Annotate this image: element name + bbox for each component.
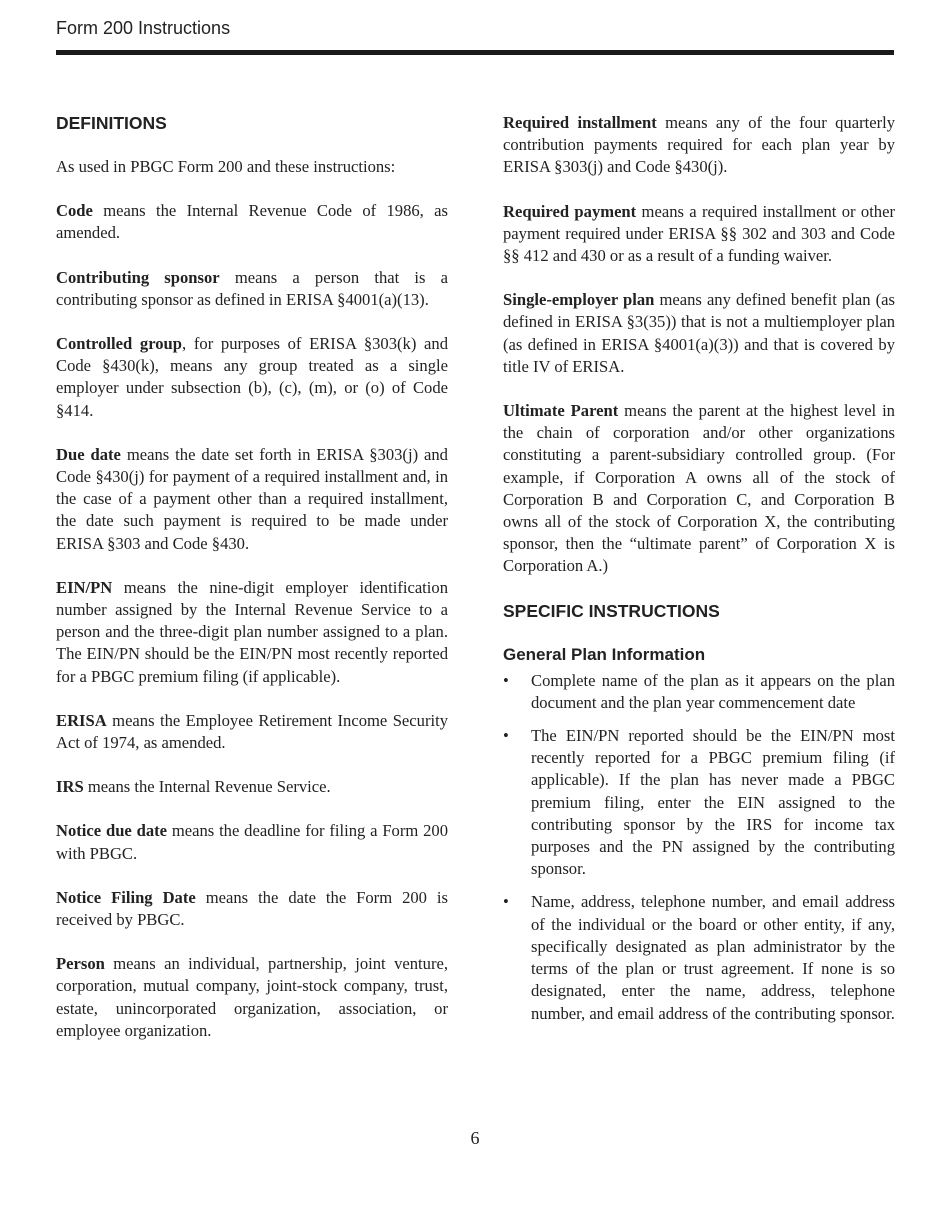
definitions-heading: DEFINITIONS (56, 113, 167, 133)
definition-erisa: ERISA means the Employee Retirement Income Security Act of 1974, as amended. (56, 710, 448, 753)
header-rule (56, 50, 894, 55)
definition-notice-due-date: Notice due date means the deadline for filing a Form 200 with PBGC. (56, 821, 448, 863)
general-plan-information-subheading: General Plan Information (503, 644, 706, 664)
definition-code: Code means the Internal Revenue Code of 1986, as amended. (56, 201, 448, 243)
right-column (503, 112, 895, 1036)
definition-ein-pn: EIN/PN means the nine-digit employer identification number assigned by the Internal Revenue Service to a person and the three-digit plan number assigned to a plan. The EIN/PN should be the EIN/PN most recently reported for a PBGC premium filing (if applicable). (56, 577, 448, 686)
list-item: • The EIN/PN reported should be the EIN/PN most recently reported for a PBGC premium filing (if applicable). If the plan has never made a PBGC premium filing, enter the EIN assigned to the contributing sponsor by the IRS for income tax purposes and the PN assigned by the contributing sponsor. (503, 726, 895, 879)
definition-contributing-sponsor: Contributing sponsor means a person that is a contributing sponsor as defined in ERISA §4001(a)(13). (56, 267, 449, 309)
left-column (56, 112, 448, 1064)
plan-information-list (503, 670, 895, 1025)
definition-irs: IRS means the Internal Revenue Service. (56, 777, 331, 797)
specific-instructions-heading: SPECIFIC INSTRUCTIONS (503, 600, 720, 621)
definition-required-installment: Required installment means any of the four quarterly contribution payments required for each plan year by ERISA §303(j) and Code §430(j). (503, 113, 896, 177)
definition-required-payment: Required payment means a required installment or other payment required under ERISA §§ 302 and 303 and Code §§ 412 and 430 or as a result of a funding waiver. (503, 201, 895, 266)
definition-notice-filing-date: Notice Filing Date means the date the Form 200 is received by PBGC. (56, 887, 449, 930)
page-number: 6 (470, 1128, 480, 1148)
definition-person: Person means an individual, partnership, joint venture, corporation, mutual company, joint-stock company, trust, estate, unincorporated organization, association, or employee organization. (56, 954, 448, 1040)
definition-ultimate-parent: Ultimate Parent means the parent at the highest level in the chain of corporation and/or other organizations constituting a parent-subsidiary controlled group. (For example, if Corporation A owns all of the stock of Corporation B and Corporation C, and Corporation B owns all of the stock of Corporation X, the contributing sponsor, then the “ultimate parent” of Corporation X is Corporation A.) (503, 401, 895, 576)
definition-single-employer-plan: Single-employer plan means any defined benefit plan (as defined in ERISA §3(35)) that is not a multiemployer plan (as defined in ERISA §4001(a)(3)) and that is covered by title IV of ERISA. (503, 290, 895, 376)
definition-controlled-group: Controlled group, for purposes of ERISA §303(k) and Code §430(k), means any group treated as a single employer under subsection (b), (c), (m), or (o) of Code §414. (56, 334, 448, 420)
definition-due-date: Due date means the date set forth in ERISA §303(j) and Code §430(j) for payment of a required installment and, in the case of a payment other than a required installment, the date such payment is required to be made under ERISA §303 and Code §430. (56, 444, 448, 553)
bullet-icon: • (503, 670, 509, 690)
definitions-intro: As used in PBGC Form 200 and these instructions: (56, 157, 396, 176)
list-item: • Complete name of the plan as it appears on the plan document and the plan year commencement date (503, 670, 895, 712)
bullet-icon: • (503, 892, 509, 912)
bullet-icon: • (503, 726, 509, 746)
document-header-title: Form 200 Instructions (56, 18, 231, 38)
list-item: • Name, address, telephone number, and email address of the individual or the board or other entity, if any, specifically designated as plan administrator by the terms of the plan or trust agreement. If none is so designated, enter the name, address, telephone number, and email address of the contributing sponsor. (503, 892, 895, 1023)
